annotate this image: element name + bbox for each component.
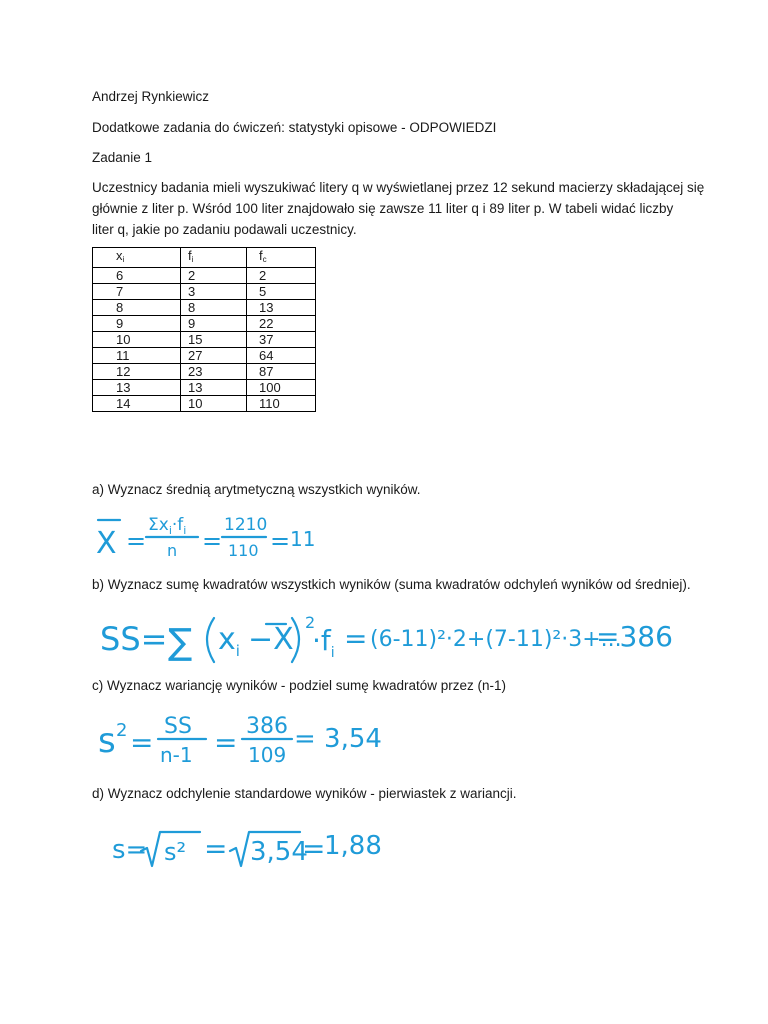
question-a: a) Wyznacz średnią arytmetyczną wszystkich wyników.: [92, 482, 421, 497]
table-cell: 27: [181, 348, 247, 364]
equals-sign: =: [130, 726, 154, 759]
mean-symbol: X: [96, 526, 117, 561]
table-cell: 12: [93, 364, 181, 380]
table-cell: 6: [93, 268, 181, 284]
table-cell: 2: [247, 268, 316, 284]
table-cell: 11: [93, 348, 181, 364]
question-b: b) Wyznacz sumę kwadratów wszystkich wyników (suma kwadratów odchyleń wyników od średniej).: [92, 577, 691, 592]
open-paren: [207, 618, 214, 662]
table-cell: 13: [93, 380, 181, 396]
mean-result: 11: [290, 527, 316, 551]
table-cell: 7: [93, 284, 181, 300]
handwritten-standard-deviation: [112, 831, 382, 867]
table-cell: 37: [247, 332, 316, 348]
equals-sign: =: [302, 832, 326, 865]
variance-result: = 3,54: [294, 724, 382, 754]
sample-size: n: [167, 541, 178, 560]
sd-result: 1,88: [324, 831, 382, 861]
ss-numerator: SS: [164, 714, 192, 739]
equals-sign: =: [204, 832, 228, 865]
task-description-line: głównie z liter p. Wśród 100 liter znajdowało się zawsze 11 liter q i 89 liter p. W tabeli widać liczby: [92, 201, 674, 216]
table-cell: 10: [93, 332, 181, 348]
variance-symbol: s: [98, 721, 116, 761]
table-cell: 9: [181, 316, 247, 332]
sum-value: 1210: [224, 515, 268, 535]
variance-value-under-root: 3,54: [250, 837, 308, 867]
times-frequency: $\cdot f_i$: [312, 624, 335, 661]
equals-sign: =: [214, 726, 238, 759]
table-cell: 23: [181, 364, 247, 380]
table-cell: 5: [247, 284, 316, 300]
task-description-line: Uczestnicy badania mieli wyszukiwać litery q w wyświetlanej przez 12 sekund macierzy składającej się: [92, 180, 705, 195]
table-cell: 100: [247, 380, 316, 396]
table-cell: 14: [93, 396, 181, 412]
table-cell: 3: [181, 284, 247, 300]
question-d: d) Wyznacz odchylenie standardowe wyników - pierwiastek z wariancji.: [92, 786, 517, 801]
task-heading: Zadanie 1: [92, 150, 153, 165]
table-cell: 8: [181, 300, 247, 316]
handwritten-sum-of-squares: [100, 613, 673, 663]
question-c: c) Wyznacz wariancję wyników - podziel sumę kwadratów przez (n-1): [92, 678, 507, 693]
handwritten-mean-formula: [96, 515, 315, 561]
table-cell: 87: [247, 364, 316, 380]
table-cell: 110: [247, 396, 316, 412]
ss-result: =386: [596, 620, 673, 653]
ss-label: SS=: [100, 620, 168, 658]
column-header-fi: $f_i$: [181, 248, 247, 268]
ss-expansion: (6-11)²·2+(7-11)²·3+...: [370, 627, 622, 652]
term-minus-mean: −X: [248, 622, 294, 657]
equals-sign: =: [270, 527, 291, 555]
variance-under-root: s²: [164, 838, 187, 866]
n-minus-one: n-1: [160, 743, 193, 767]
handwritten-variance: [98, 714, 382, 767]
table-cell: 8: [93, 300, 181, 316]
variance-exponent: 2: [116, 720, 128, 741]
table-cell: 13: [181, 380, 247, 396]
df-value: 109: [248, 743, 287, 767]
equals-sign: =: [126, 527, 147, 555]
table-cell: 64: [247, 348, 316, 364]
table-cell: 15: [181, 332, 247, 348]
term-x: $x_i$: [218, 622, 240, 660]
equals-sign: =: [202, 527, 223, 555]
author-name: Andrzej Rynkiewicz: [92, 89, 210, 104]
sd-label: s=: [112, 835, 148, 865]
task-description-line: liter q, jakie po zadaniu podawali uczestnicy.: [92, 222, 357, 237]
table-cell: 13: [247, 300, 316, 316]
document-title: Dodatkowe zadania do ćwiczeń: statystyki opisowe - ODPOWIEDZI: [92, 120, 497, 135]
exponent-two: 2: [305, 613, 316, 632]
table-cell: 2: [181, 268, 247, 284]
sigma-symbol: ∑: [168, 622, 193, 663]
table-cell: 22: [247, 316, 316, 332]
table-cell: 10: [181, 396, 247, 412]
column-header-xi: $x_i$: [93, 248, 181, 268]
equals-sign: =: [344, 622, 368, 655]
sum-numerator: $\Sigma x_i\cdot f_i$: [148, 515, 187, 537]
column-header-fc: $f_c$: [247, 248, 316, 268]
table-cell: 9: [93, 316, 181, 332]
count-value: 110: [228, 541, 259, 560]
ss-value: 386: [246, 714, 288, 739]
